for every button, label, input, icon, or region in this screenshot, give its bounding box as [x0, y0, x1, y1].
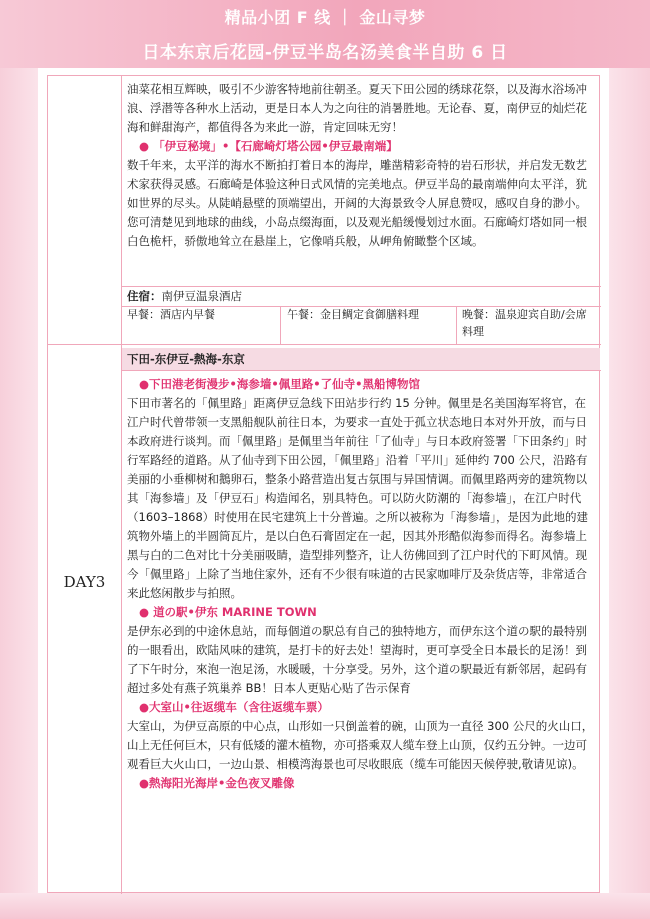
stay-value: 南伊豆温泉酒店 — [161, 289, 242, 303]
day2-description — [127, 80, 595, 251]
header-title-line2: 日本东京后花园-伊豆半岛名汤美食半自助 6 日 — [142, 43, 508, 63]
breakfast-cell: 早餐：酒店内早餐 — [127, 308, 215, 321]
section-title-text: 道の駅•伊东 MARINE TOWN — [153, 605, 317, 619]
section-title-text: 大室山•往返缆车（含往返缆车票） — [149, 700, 329, 714]
section-paragraph: 下田市著名的「佩里路」距离伊豆急线下田站步行约 15 分钟。佩里是名美国海军将官，在江户时代曾带领一支黑船舰队前往日本，为要求一直处于孤立状态地日本对外开放，而与日本政府进行谈判。而「佩里路」是佩里当年前往「了仙寺」与日本政府签署「下田条约」时行军路经的道路。从了仙寺到下田公园，「佩里路」沿着「平川」延伸约 700 公尺，沿路有美丽的小垂柳树和鵝卵石，整条小路营造出复古氛围与异国情调。而佩里路两旁的建筑物以其「海参墙」及「伊豆石」构造闻名，别具特色。可以防火防潮的「海参墙」，在江户时代（1603–1868）时使用在民宅建筑上十分普遍。之所以被称为「海参墙」，是因为此地的建筑物外墙上的半圆筒瓦片，是以白色石膏固定在一起，因其外形酷似海参而得名。海参墙上黑与白的二色对比十分美丽吸睛，造型排列整齐，让人彷佛回到了江户时代的下町风情。现今「佩里路」上除了当地住家外，还有不少很有味道的古民家咖啡厅及杂货店等，非常适合来此悠闲散步与拍照。 — [127, 396, 589, 600]
page-left-border — [0, 68, 38, 919]
day2-intro-paragraph: 油菜花相互辉映，吸引不少游客特地前往朝圣。夏天下田公园的绣球花祭，以及海水浴场冲浪、浮潜等各种水上活动，更是日本人为之向往的消暑胜地。无论春、夏，南伊豆的灿烂花海和鲜甜海产，都值得各为来此一游，肯定回味无穷！ — [127, 82, 587, 134]
section-title — [127, 774, 595, 793]
section-paragraph: 大室山，为伊豆高原的中心点，山形如一只倒盖着的碗，山顶为一直径 300 公尺的火山口，山上无任何巨木，只有低矮的灌木植物，亦可搭乘双人缆车登上山顶，仅约五分钟。一边可观看巨大火山口，一边山景、相模湾海景也可尽收眼底（缆车可能因天候停驶,敬请见谅)。 — [127, 719, 594, 771]
section-title — [127, 375, 595, 394]
itinerary-table — [47, 75, 600, 893]
lunch-cell: 午餐：金目鲷定食御膳料理 — [287, 308, 419, 321]
column-divider — [121, 76, 122, 894]
page-header — [0, 0, 650, 68]
page-right-border — [609, 68, 650, 919]
bullet-icon: ● — [139, 700, 150, 714]
section-title — [127, 603, 595, 622]
meal-divider — [280, 306, 281, 344]
day-label: DAY3 — [63, 573, 106, 591]
bullet-icon: ● — [139, 139, 150, 153]
bullet-icon: ● — [139, 377, 150, 391]
row-divider — [121, 370, 601, 371]
day2-section-title — [127, 137, 595, 156]
dinner-cell: 晚餐：温泉迎宾自助/会席料理 — [462, 308, 587, 338]
header-title-line1: 精品小团 F 线 ｜ 金山寻梦 — [224, 8, 426, 27]
bullet-icon: ● — [139, 605, 150, 619]
bullet-icon: ● — [139, 776, 150, 790]
page-bottom-border — [0, 893, 650, 919]
section-title-text: 熱海阳光海岸•金色夜叉雕像 — [149, 776, 295, 790]
stay-row — [127, 287, 595, 306]
day3-description — [127, 375, 595, 793]
meal-divider — [456, 306, 457, 344]
section-title — [127, 698, 595, 717]
section-paragraph: 是伊东必到的中途休息站，而每個道の駅总有自己的独特地方，而伊东这个道の駅的最特别的一眼看出，欧陆风味的建筑，是打卡的好去处！望海时，更可享受全日本最长的足汤！到了下午时分，來泡一泡足汤，水暖暖，十分享受。另外，这个道の駅最近有新邻居，起码有超过多处有燕子筑巢养 BB！日本人更贴心贴了告示保育 — [127, 624, 587, 695]
stay-label: 住宿： — [127, 289, 162, 303]
day-divider — [48, 344, 601, 345]
route-text: 下田-东伊豆-熱海-东京 — [127, 352, 245, 366]
day2-section-paragraph: 数千年来，太平洋的海水不断拍打着日本的海岸，雕凿精彩奇特的岩石形状，并启发无数艺术家获得灵感。石廊崎是体验这种日式风情的完美地点。伊豆半岛的最南端伸向太平洋，犹如世界的尽头。从陡峭悬壁的顶端望出，开阔的大海景致令人屏息赞叹，感叹自身的渺小。您可清楚见到地球的曲线，小岛点缀海面，以及观光船缓慢划过水面。石廊崎灯塔如同一根白色桅杆，骄傲地耸立在悬崖上，它像哨兵般，从岬角俯瞰整个区域。 — [127, 158, 587, 248]
section-title-text: 下田港老街漫步•海参墙•佩里路•了仙寺•黑船博物馆 — [149, 377, 420, 391]
day2-section-title-text: 「伊豆秘境」•【石廊崎灯塔公园•伊豆最南端】 — [153, 139, 398, 153]
